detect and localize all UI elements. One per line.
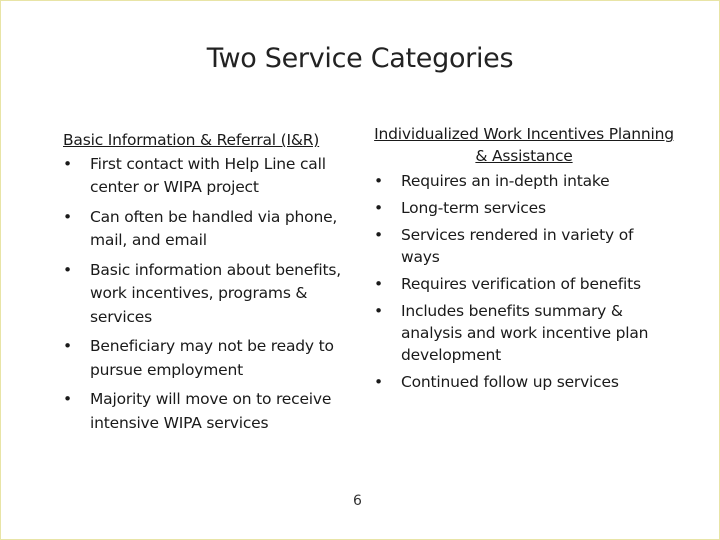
bullet-icon: •	[374, 302, 383, 320]
list-item-text: Requires an in-depth intake	[401, 172, 610, 190]
right-column-heading: Individualized Work Incentives Planning & Assistance	[374, 125, 674, 165]
list-item-text: Can often be handled via phone, mail, and email	[90, 207, 338, 249]
bullet-icon: •	[374, 199, 383, 217]
list-item	[374, 170, 674, 192]
bullet-icon: •	[374, 275, 383, 293]
bullet-icon: •	[63, 154, 72, 173]
bullet-icon: •	[374, 226, 383, 244]
list-item-text: Basic information about benefits, work incentives, programs & services	[90, 260, 341, 326]
list-item	[374, 371, 674, 393]
list-item	[63, 259, 363, 330]
bullet-icon: •	[63, 337, 72, 355]
slide-title: Two Service Categories	[206, 43, 514, 74]
list-item-text: Requires verification of benefits	[401, 275, 641, 293]
list-item-text: Services rendered in variety of ways	[401, 226, 634, 266]
left-column-heading: Basic Information & Referral (I&R)	[63, 131, 320, 149]
left-bullet-list	[63, 153, 363, 436]
list-item	[63, 153, 363, 200]
right-column	[374, 123, 674, 398]
list-item	[374, 300, 674, 366]
bullet-icon: •	[374, 172, 383, 190]
list-item-text: Includes benefits summary & analysis and work incentive plan development	[401, 302, 649, 364]
list-item	[63, 388, 363, 435]
page-number: 6	[353, 493, 362, 509]
list-item-text: Majority will move on to receive intensive WIPA services	[90, 390, 332, 432]
bullet-icon: •	[63, 390, 72, 408]
bullet-icon: •	[63, 207, 72, 226]
list-item	[63, 206, 363, 253]
right-bullet-list	[374, 170, 674, 393]
list-item-text: Beneficiary may not be ready to pursue employment	[90, 337, 334, 379]
list-item-text: First contact with Help Line call center or WIPA project	[90, 154, 326, 196]
list-item	[63, 335, 363, 382]
list-item	[374, 273, 674, 295]
list-item	[374, 224, 674, 268]
bullet-icon: •	[374, 373, 383, 391]
bullet-icon: •	[63, 260, 72, 279]
list-item	[374, 197, 674, 219]
list-item-text: Continued follow up services	[401, 373, 619, 391]
list-item-text: Long-term services	[401, 199, 546, 217]
left-column	[63, 129, 363, 441]
